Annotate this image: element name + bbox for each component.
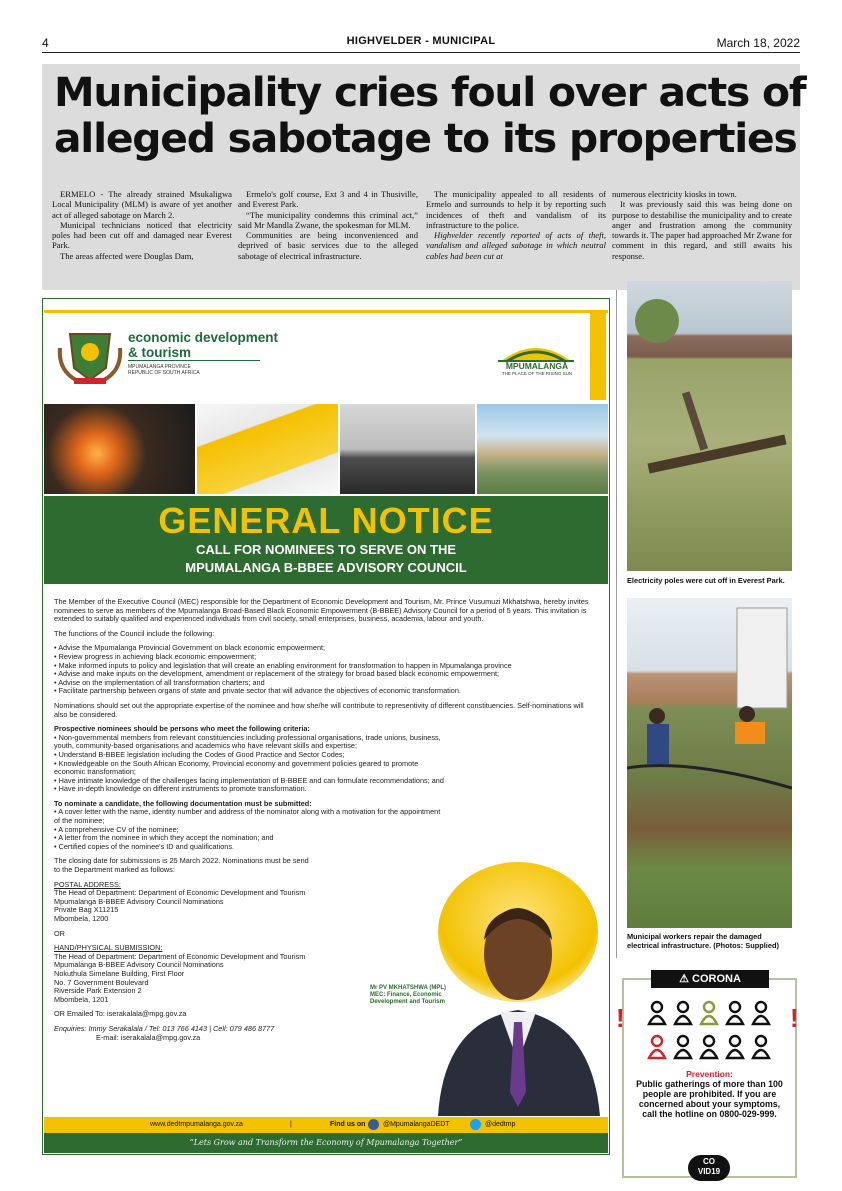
list-item: • Advise the Mpumalanga Provincial Government on black economic empowerment; <box>54 644 598 653</box>
enquiries-line-2: E-mail: iserakalala@mpg.gov.za <box>96 1032 201 1042</box>
exclamation-icon: ! <box>616 1003 625 1033</box>
advert-footer-band <box>44 1117 608 1133</box>
paragraph: Ermelo's golf course, Ext 3 and 4 in Thusiville, and Everest Park. <box>238 189 418 210</box>
list-item: • Understand B-BBEE legislation including the Codes of Good Practice and Sector Codes; <box>54 751 444 760</box>
coat-of-arms-icon <box>56 328 124 386</box>
department-title-line-2: & tourism <box>128 345 192 360</box>
postal-line: The Head of Department: Department of Economic Development and Tourism <box>54 888 306 898</box>
workers-overlay <box>627 598 792 928</box>
department-title <box>128 330 278 360</box>
header-rule <box>42 52 800 53</box>
list-item: • Facilitate partnership between organs of state and private sector that will advance the objectives of economic transformation. <box>54 687 598 696</box>
department-title-line-1: economic development <box>128 330 279 345</box>
issue-date: March 18, 2022 <box>716 36 800 50</box>
list-item: • Make informed inputs to policy and legislation that will create an enabling environment for transformation to happen in Mpumalanga province <box>54 662 598 671</box>
website-link[interactable]: www.dedtmpumalanga.gov.za <box>150 1121 243 1128</box>
notice-subtitle-1: CALL FOR NOMINEES TO SERVE ON THE <box>195 542 457 557</box>
headline-line-2: alleged sabotage to its properties <box>54 116 797 162</box>
hand-line: Nokuthula Simelane Building, First Floor <box>54 968 185 978</box>
mec-title-1: MEC: Finance, Economic <box>370 992 442 998</box>
postal-heading: POSTAL ADDRESS: <box>54 879 121 889</box>
viewpoint-photo <box>477 404 608 494</box>
list-item: • A comprehensive CV of the nominee; <box>54 826 444 835</box>
closing-date-line-2: to the Department marked as follows: <box>54 865 175 875</box>
paragraph: Communities are being inconvenienced and deprived of basic services due to the alleged sabotage of electrical infrastructure. <box>238 230 418 261</box>
find-us-label: Find us on <box>330 1121 366 1128</box>
country-label: REPUBLIC OF SOUTH AFRICA <box>128 370 200 376</box>
list-item: • Advise and make inputs on the development, amendment or replacement of the strategy for broad based black economic empowerment; <box>54 670 598 679</box>
department-rule <box>128 360 260 361</box>
corona-title: CORONA <box>692 973 741 985</box>
photo-caption-2: Municipal workers repair the damaged electrical infrastructure. (Photos: Supplied) <box>627 932 779 950</box>
list-item: • Certified copies of the nominee's ID and qualifications. <box>54 843 444 852</box>
list-item: • Knowledgeable on the South African Economy, Provincial economy and government policies geared to promote economic transformation; <box>54 760 444 777</box>
footer-separator: | <box>290 1121 292 1128</box>
article-column-2 <box>238 189 418 261</box>
people-icons <box>646 998 776 1062</box>
facebook-icon[interactable] <box>368 1119 379 1130</box>
list-item: • Non-governmental members from relevant constituencies including professional organisations, trade unions, business, youth, community-based organisations and academics who have relevant skills and expertise; <box>54 734 444 751</box>
prevention-label: Prevention: <box>686 1069 733 1079</box>
hand-line: Riverside Park Extension 2 <box>54 986 142 996</box>
article-headline <box>54 70 809 162</box>
department-subtitle <box>128 364 200 376</box>
list-item: • A cover letter with the name, identity number and address of the nominator along with a motivation for the appointment of the nominee; <box>54 808 444 825</box>
hand-line: No. 7 Government Boulevard <box>54 977 149 987</box>
paragraph: The areas affected were Douglas Dam, <box>60 250 194 261</box>
hand-heading: HAND/PHYSICAL SUBMISSION: <box>54 943 163 953</box>
hand-line: Mbombela, 1201 <box>54 994 109 1004</box>
article-column-3 <box>426 189 606 261</box>
logo-line-2: VID19 <box>697 1167 721 1176</box>
functions-list <box>54 644 598 696</box>
warning-icon: ⚠ <box>679 973 693 985</box>
covid19-logo <box>688 1155 730 1181</box>
notice-title: GENERAL NOTICE <box>158 500 494 541</box>
twitter-handle[interactable]: @dedtmp <box>485 1121 516 1128</box>
power-station-photo <box>340 404 475 494</box>
notice-subtitle-2: MPUMALANGA B-BBEE ADVISORY COUNCIL <box>185 560 467 575</box>
postal-line: Private Bag X11215 <box>54 905 119 915</box>
list-item: • Have in-depth knowledge on different instruments to promote transformation. <box>54 785 444 794</box>
paragraph: Municipal technicians noticed that electricity poles had been cut off and damaged near Everest Park. <box>52 219 232 251</box>
criteria-heading: Prospective nominees should be persons who meet the following criteria: <box>54 724 310 734</box>
paragraph: Highvelder recently reported of acts of theft, vandalism and alleged sabotage in which neutral cables had been cut at <box>426 230 606 261</box>
logo-line-1: CO <box>703 1157 715 1166</box>
province-label: MPUMALANGA PROVINCE <box>128 364 191 370</box>
postal-line: Mbombela, 1200 <box>54 914 109 923</box>
publication-name: HIGHVELDER - MUNICIPAL <box>346 35 496 47</box>
docs-heading: To nominate a candidate, the following documentation must be submitted: <box>54 798 312 808</box>
article-column-1 <box>52 189 232 261</box>
corona-title-band <box>651 970 769 988</box>
prevention-text: Public gatherings of more than 100 people are prohibited. If you are concerned about your symptoms, call the hotline on 0800-029-999. <box>636 1079 783 1119</box>
fallen-pole-overlay <box>627 281 792 571</box>
article-column-4 <box>612 189 792 261</box>
closing-date-line-1: The closing date for submissions is 25 March 2022. Nominations must be send <box>54 856 309 866</box>
paragraph: ERMELO - The already strained Msukaligwa Local Municipality (MLM) is aware of yet another act of alleged sabotage on March 2. <box>52 189 232 220</box>
criteria-list <box>54 734 444 794</box>
list-item: • Advise on the implementation of all transformation charters; and <box>54 679 598 688</box>
list-item: • Have intimate knowledge of the challenges facing implementation of B-BBEE and can formulate recommendations; and <box>54 777 444 786</box>
exclamation-icon: ! <box>790 1003 799 1033</box>
list-item: • Review progress in achieving black economic empowerment; <box>54 653 598 662</box>
or-separator: OR <box>54 928 65 938</box>
photo-caption-1: Electricity poles were cut off in Everest Park. <box>627 576 785 585</box>
docs-list <box>54 808 444 851</box>
hard-hat-photo <box>197 404 338 494</box>
hand-line: The Head of Department: Department of Economic Development and Tourism <box>54 951 306 961</box>
enquiries-line-1: Enquiries: Immy Serakalala / Tel: 013 766 4143 | Cell: 079 486 8777 <box>54 1023 275 1033</box>
mpumalanga-tagline: THE PLACE OF THE RISING SUN <box>501 371 573 376</box>
twitter-icon[interactable] <box>470 1119 481 1130</box>
column-separator <box>616 290 617 958</box>
mec-caption <box>370 985 480 1006</box>
nominations-paragraph: Nominations should set out the appropriate expertise of the nominee and how she/he will contribute to representivity of different constituencies. Self-nominations will also be considered. <box>54 700 584 719</box>
mec-name: Mr PV MKHATSHWA (MPL) <box>370 985 446 991</box>
email-line: OR Emailed To: iserakalala@mpg.gov.za <box>54 1009 187 1019</box>
hand-line: Mpumalanga B-BBEE Advisory Council Nominations <box>54 960 224 970</box>
postal-line: Mpumalanga B-BBEE Advisory Council Nominations <box>54 896 224 906</box>
facebook-handle[interactable]: @MpumalangaDEDT <box>383 1121 450 1128</box>
mpumalanga-wordmark: MPUMALANGA <box>505 361 569 371</box>
paragraph: It was previously said this was being done on purpose to destabilise the municipality and to create anger and frustration among the community towards it. The paper had approached Mr Zwane for comment in this regard, and still awaits his response. <box>612 199 792 261</box>
functions-intro: The functions of the Council include the following: <box>54 628 215 638</box>
angle-grinder-photo <box>44 404 195 494</box>
advert-slogan: “Lets Grow and Transform the Economy of Mpumalanga Together” <box>189 1138 463 1147</box>
paragraph: The municipality appealed to all residents of Ermelo and surrounds to help it by reporting such incidences of theft and vandalism of its infrastructure to the police. <box>426 189 606 230</box>
intro-paragraph: The Member of the Executive Council (MEC) responsible for the Department of Economic Development and Tourism, Mr. Prince Vusumuzi Mkhatshwa, hereby invites nominees to serve as members of the Mpumalanga Broad-Based Black Economic Empowerment (B-BBEE) Advisory Council for a period of 5 years. This invitation is extended to suitably qualified and experienced individuals from civil society, small enterprises, business, academia, labour and youth. <box>54 597 589 624</box>
list-item: • A letter from the nominee in which they accept the nomination; and <box>54 834 444 843</box>
advert-yellow-stripe <box>590 310 606 400</box>
page-number: 4 <box>42 36 49 50</box>
paragraph: “The municipality condemns this criminal act,” said Mr Mandla Zwane, the spokesman for MLM. <box>238 209 418 230</box>
headline-line-1: Municipality cries foul over acts of <box>54 70 806 116</box>
paragraph: numerous electricity kiosks in town. <box>612 189 737 199</box>
mec-title-2: Development and Tourism <box>370 999 445 1005</box>
